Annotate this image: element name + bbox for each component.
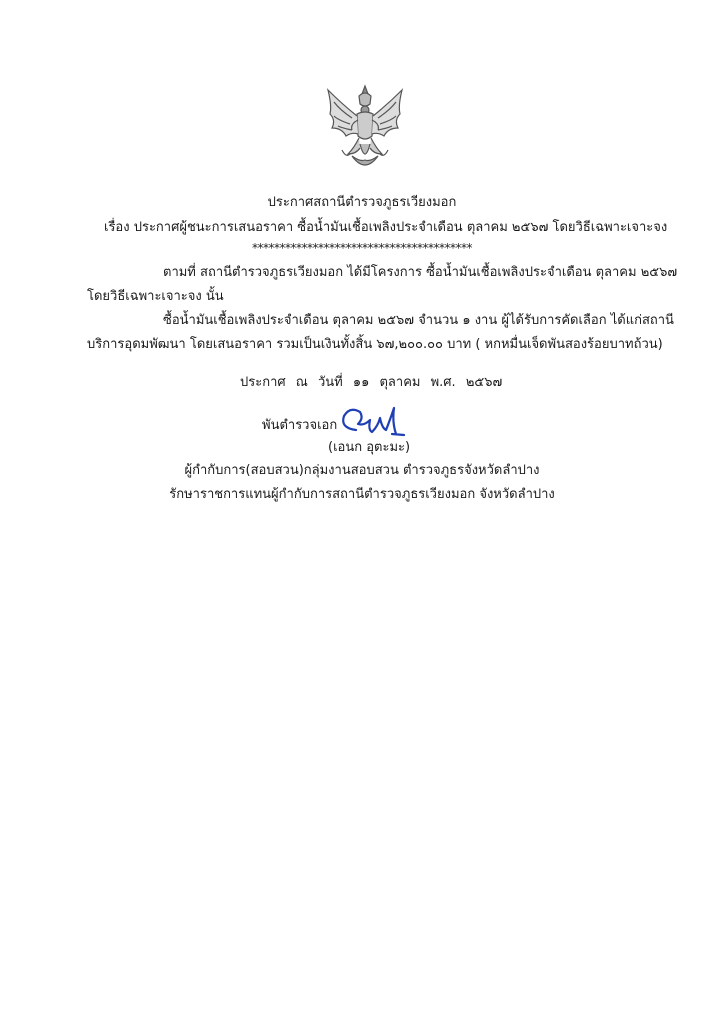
paragraph-1-line-2: โดยวิธีเฉพาะเจาะจง นั้น bbox=[87, 289, 224, 304]
signer-position-line-1: ผู้กำกับการ(สอบสวน)กลุ่มงานสอบสวน ตำรวจภูธรจังหวัดลำปาง bbox=[184, 463, 540, 478]
signer-name: (เอนก อุตะมะ) bbox=[328, 440, 411, 455]
handwritten-signature bbox=[334, 404, 414, 440]
signer-position-line-2: รักษาราชการแทนผู้กำกับการสถานีตำรวจภูธรเวียงมอก จังหวัดลำปาง bbox=[169, 487, 555, 502]
signer-rank: พันตำรวจเอก bbox=[262, 418, 338, 433]
document-subject: เรื่อง ประกาศผู้ชนะการเสนอราคา ซื้อน้ำมันเชื้อเพลิงประจำเดือน ตุลาคม ๒๕๖๗ โดยวิธีเฉพาะเจาะจง bbox=[104, 220, 668, 235]
announcement-date: ประกาศ ณ วันที่ ๑๑ ตุลาคม พ.ศ. ๒๕๖๗ bbox=[240, 375, 503, 390]
document-title: ประกาศสถานีตำรวจภูธรเวียงมอก bbox=[267, 195, 457, 210]
paragraph-2-line-2: บริการอุดมพัฒนา โดยเสนอราคา รวมเป็นเงินทั้งสิ้น ๖๗,๒๐๐.๐๐ บาท ( หกหมื่นเจ็ดพันสองร้อยบาทถ้วน) bbox=[87, 337, 663, 352]
separator-line: **************************************** bbox=[252, 241, 472, 255]
garuda-emblem-icon bbox=[322, 84, 408, 176]
paragraph-2-line-1: ซื้อน้ำมันเชื้อเพลิงประจำเดือน ตุลาคม ๒๕๖๗ จำนวน ๑ งาน ผู้ได้รับการคัดเลือก ได้แก่สถานี bbox=[163, 313, 674, 328]
paragraph-1-line-1: ตามที่ สถานีตำรวจภูธรเวียงมอก ได้มีโครงการ ซื้อน้ำมันเชื้อเพลิงประจำเดือน ตุลาคม ๒๕๖๗ bbox=[163, 265, 678, 280]
